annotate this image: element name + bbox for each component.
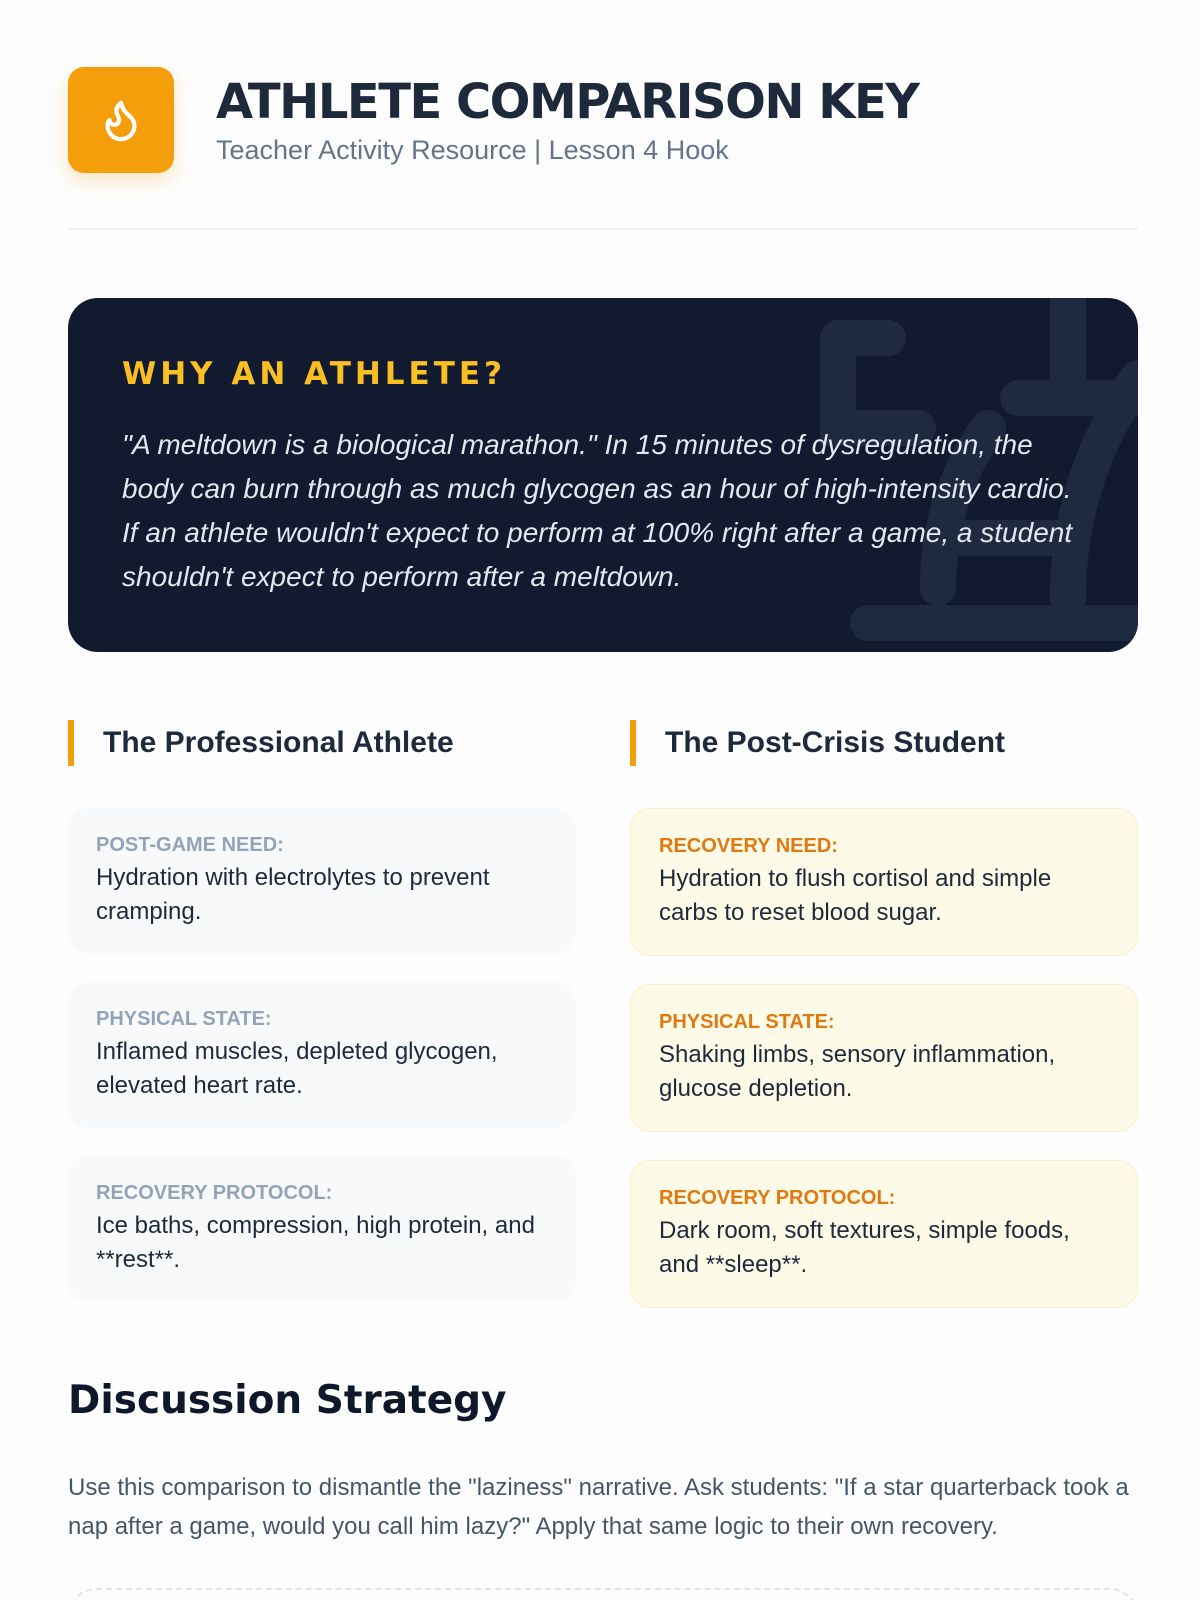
card-label: POST-GAME NEED: [96,834,284,856]
flame-icon [68,67,174,173]
student-card-protocol [630,1160,1138,1308]
card-text: Shaking limbs, sensory inflammation, glucose depletion. [659,1041,1056,1102]
card-text: Ice baths, compression, high protein, and **rest**. [96,1212,535,1273]
discussion-body: Use this comparison to dismantle the "laziness" narrative. Ask students: "If a star quarterback took a nap after a game, would you call him lazy?" Apply that same logic to their own recovery. [68,1474,1129,1540]
card-label: RECOVERY PROTOCOL: [659,1187,896,1209]
page-subtitle: Teacher Activity Resource | Lesson 4 Hook [216,134,729,165]
header-divider [68,228,1138,230]
student-card-state [630,984,1138,1132]
athlete-card-protocol [68,1156,576,1302]
card-label: PHYSICAL STATE: [96,1008,272,1030]
header [68,68,1138,172]
heading-accent-bar [630,720,636,766]
discussion-title: Discussion Strategy [68,1378,507,1423]
page-title: ATHLETE COMPARISON KEY [216,73,919,130]
student-card-need [630,808,1138,956]
hero-quote: "A meltdown is a biological marathon." In 15 minutes of dysregulation, the body can burn through as much glycogen as an hour of high-intensity cardio. If an athlete wouldn't expect to perform at 100% right after a game, a student shouldn't expect to perform after a meltdown. [122,429,1073,592]
notes-box [68,1588,1138,1600]
card-label: PHYSICAL STATE: [659,1011,835,1033]
student-heading-label: The Post-Crisis Student [665,726,1006,759]
heading-accent-bar [68,720,74,766]
student-column-heading [630,720,1005,766]
card-label: RECOVERY NEED: [659,835,838,857]
card-text: Hydration to flush cortisol and simple carbs to reset blood sugar. [659,865,1052,926]
athlete-column-heading [68,720,454,766]
card-text: Hydration with electrolytes to prevent cramping. [96,864,490,925]
card-label: RECOVERY PROTOCOL: [96,1182,333,1204]
card-text: Inflamed muscles, depleted glycogen, elevated heart rate. [96,1038,498,1099]
athlete-heading-label: The Professional Athlete [103,726,454,759]
hero-heading: WHY AN ATHLETE? [122,356,507,392]
hero-callout [68,298,1138,652]
athlete-card-need [68,808,576,954]
athlete-card-state [68,982,576,1128]
card-text: Dark room, soft textures, simple foods, and **sleep**. [659,1217,1070,1278]
